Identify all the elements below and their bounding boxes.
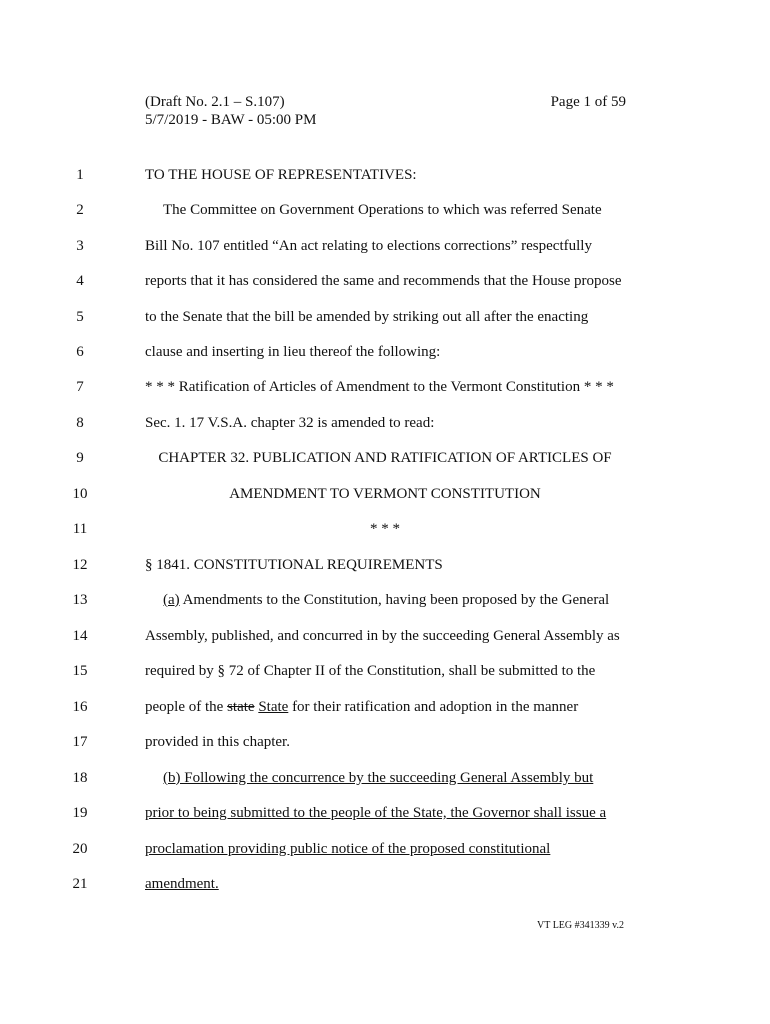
line-number: 1 [76, 167, 84, 183]
line-18 [0, 770, 770, 794]
line-text: The Committee on Government Operations to which was referred Senate [163, 202, 602, 218]
line-17 [0, 734, 770, 758]
line-16 [0, 699, 770, 723]
draft-number: (Draft No. 2.1 – S.107) [145, 94, 285, 110]
line-14 [0, 628, 770, 652]
line-20 [0, 841, 770, 865]
line-21 [0, 876, 770, 900]
line-number: 16 [72, 699, 88, 715]
line-19 [0, 805, 770, 829]
line-text: Sec. 1. 17 V.S.A. chapter 32 is amended to read: [145, 415, 435, 431]
line-text: TO THE HOUSE OF REPRESENTATIVES: [145, 167, 417, 183]
section-separator: * * * [370, 521, 400, 537]
document-header [145, 93, 316, 129]
line-number: 13 [72, 592, 88, 608]
line-text: Bill No. 107 entitled “An act relating to elections corrections” respectfully [145, 238, 592, 254]
line-number: 2 [76, 202, 84, 218]
document-id-footer: VT LEG #341339 v.2 [537, 920, 624, 931]
line-number: 5 [76, 309, 84, 325]
line-text [145, 592, 609, 609]
line-3 [0, 238, 770, 262]
line-text-start: people of the [145, 699, 228, 715]
line-number: 11 [72, 521, 88, 537]
deleted-text: state [227, 699, 255, 715]
line-6 [0, 344, 770, 368]
line-text: to the Senate that the bill be amended by striking out all after the enacting [145, 309, 589, 325]
inserted-text: State [258, 699, 289, 715]
line-number: 20 [72, 841, 88, 857]
line-text [145, 699, 578, 716]
line-text: required by § 72 of Chapter II of the Constitution, shall be submitted to the [145, 663, 596, 679]
line-number: 4 [76, 273, 84, 289]
line-text: clause and inserting in lieu thereof the following: [145, 344, 441, 360]
line-number: 15 [72, 663, 88, 679]
inserted-text: (b) Following the concurrence by the succeeding General Assembly but [163, 770, 594, 786]
inserted-text: prior to being submitted to the people of the State, the Governor shall issue a [145, 805, 607, 821]
line-number: 19 [72, 805, 88, 821]
line-13 [0, 592, 770, 616]
line-number: 10 [72, 486, 88, 502]
inserted-text: amendment. [145, 876, 219, 892]
line-number: 18 [72, 770, 88, 786]
inserted-text: proclamation providing public notice of the proposed constitutional [145, 841, 551, 857]
line-text: * * * Ratification of Articles of Amendment to the Vermont Constitution * * * [145, 379, 614, 395]
line-text-rest: for their ratification and adoption in the manner [288, 699, 579, 715]
line-10 [0, 486, 770, 510]
line-12 [0, 557, 770, 581]
line-number: 9 [76, 450, 84, 466]
line-11 [0, 521, 770, 545]
section-heading: § 1841. CONSTITUTIONAL REQUIREMENTS [145, 557, 443, 573]
line-text: reports that it has considered the same and recommends that the House propose [145, 273, 622, 289]
line-text: provided in this chapter. [145, 734, 290, 750]
line-number: 17 [72, 734, 88, 750]
line-text: Assembly, published, and concurred in by the succeeding General Assembly as [145, 628, 620, 644]
line-number: 21 [72, 876, 88, 892]
page-number: Page 1 of 59 [550, 94, 626, 110]
line-7 [0, 379, 770, 403]
line-4 [0, 273, 770, 297]
line-number: 14 [72, 628, 88, 644]
chapter-heading-cont: AMENDMENT TO VERMONT CONSTITUTION [229, 486, 541, 502]
line-number: 3 [76, 238, 84, 254]
line-number: 7 [76, 379, 84, 395]
line-number: 8 [76, 415, 84, 431]
inserted-text: (a) [163, 592, 180, 608]
line-1 [0, 167, 770, 191]
line-2 [0, 202, 770, 226]
chapter-heading: CHAPTER 32. PUBLICATION AND RATIFICATION OF ARTICLES OF [158, 450, 612, 466]
line-number: 6 [76, 344, 84, 360]
line-number: 12 [72, 557, 88, 573]
line-9 [0, 450, 770, 474]
line-text-rest: Amendments to the Constitution, having been proposed by the General [179, 592, 610, 608]
line-15 [0, 663, 770, 687]
line-5 [0, 309, 770, 333]
draft-date: 5/7/2019 - BAW - 05:00 PM [145, 112, 317, 128]
line-8 [0, 415, 770, 439]
